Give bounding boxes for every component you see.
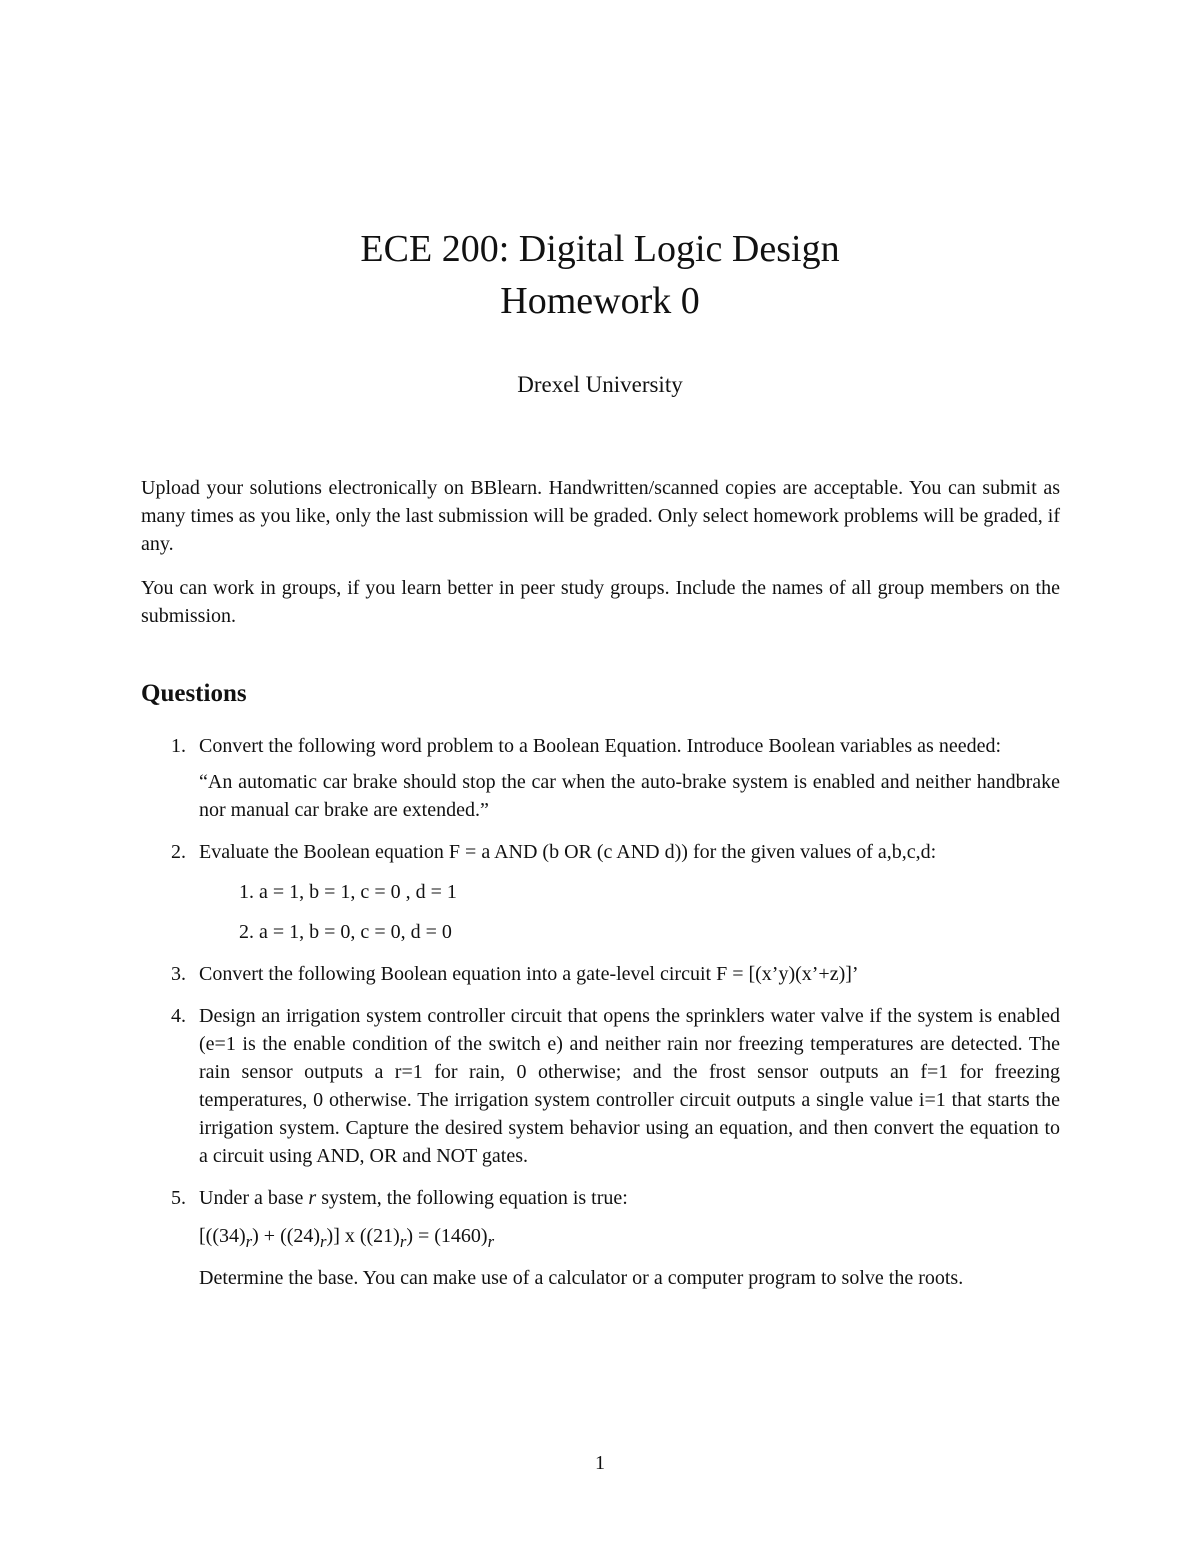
question-number: 1.: [171, 735, 186, 757]
question-4: [141, 1002, 1060, 1170]
equation-part: [((34): [199, 1225, 246, 1247]
base-equation: [199, 1222, 1060, 1256]
equation-subscript: r: [320, 1232, 327, 1251]
question-quote: “An automatic car brake should stop the car when the auto-brake system is enabled and neither handbrake nor manual car brake are extended.”: [199, 771, 1060, 821]
question-number: 5.: [171, 1187, 186, 1209]
institution-name: Drexel University: [517, 372, 683, 397]
question-followup: Determine the base. You can make use of a calculator or a computer program to solve the roots.: [199, 1267, 964, 1289]
question-1: [141, 732, 1060, 824]
question-text: Evaluate the Boolean equation F = a AND (b OR (c AND d)) for the given values of a,b,c,d:: [199, 841, 937, 863]
page-number: 1: [595, 1452, 605, 1474]
document-title: ECE 200: Digital Logic Design: [360, 228, 840, 270]
equation-subscript: r: [399, 1232, 407, 1251]
question-text: Convert the following Boolean equation into a gate-level circuit F = [(x’y)(x’+z)]’: [199, 963, 859, 985]
question-number: 3.: [171, 963, 186, 985]
section-heading-questions: Questions: [141, 680, 247, 707]
question-3: [141, 960, 1060, 988]
question-text-after: system, the following equation is true:: [316, 1187, 628, 1209]
question-text-before: Under a base: [199, 1187, 309, 1209]
equation-subscript: r: [487, 1232, 495, 1251]
question-number: 4.: [171, 1005, 186, 1027]
equation-part: ) = (1460): [406, 1225, 488, 1247]
question-subitem: 2. a = 1, b = 0, c = 0, d = 0: [239, 921, 452, 943]
equation-part: ) + ((24): [252, 1225, 321, 1247]
equation-subscript: r: [245, 1232, 253, 1251]
question-number: 2.: [171, 841, 186, 863]
question-text: Design an irrigation system controller circuit that opens the sprinklers water valve if the system is enabled (e=1 is the enable condition of the switch e) and neither rain nor freezing temperatures are detected. The rain sensor outputs a r=1 for rain, 0 otherwise; and the frost sensor outputs an f=1 for freezing temperatures, 0 otherwise. The irrigation system controller circuit outputs a single value i=1 that starts the irrigation system. Capture the desired system behavior using an equation, and then convert the equation to a circuit using AND, OR and NOT gates.: [199, 1005, 1060, 1167]
intro-paragraph-upload: Upload your solutions electronically on BBlearn. Handwritten/scanned copies are acceptable. You can submit as many times as you like, only the last submission will be graded. Only select homework problems will be graded, if any.: [141, 477, 1060, 555]
intro-paragraph-groups: You can work in groups, if you learn better in peer study groups. Include the names of all group members on the submission.: [141, 577, 1060, 627]
base-variable: r: [308, 1187, 317, 1209]
question-subitem: 1. a = 1, b = 1, c = 0 , d = 1: [239, 881, 457, 903]
document-subtitle-homework: Homework 0: [500, 280, 700, 322]
questions-list: [141, 732, 1060, 1306]
question-2: [141, 838, 1060, 946]
question-text: [199, 1184, 1060, 1212]
question-5: [141, 1184, 1060, 1292]
question-text: Convert the following word problem to a Boolean Equation. Introduce Boolean variables as needed:: [199, 735, 1002, 757]
equation-part: )] x ((21): [326, 1225, 400, 1247]
